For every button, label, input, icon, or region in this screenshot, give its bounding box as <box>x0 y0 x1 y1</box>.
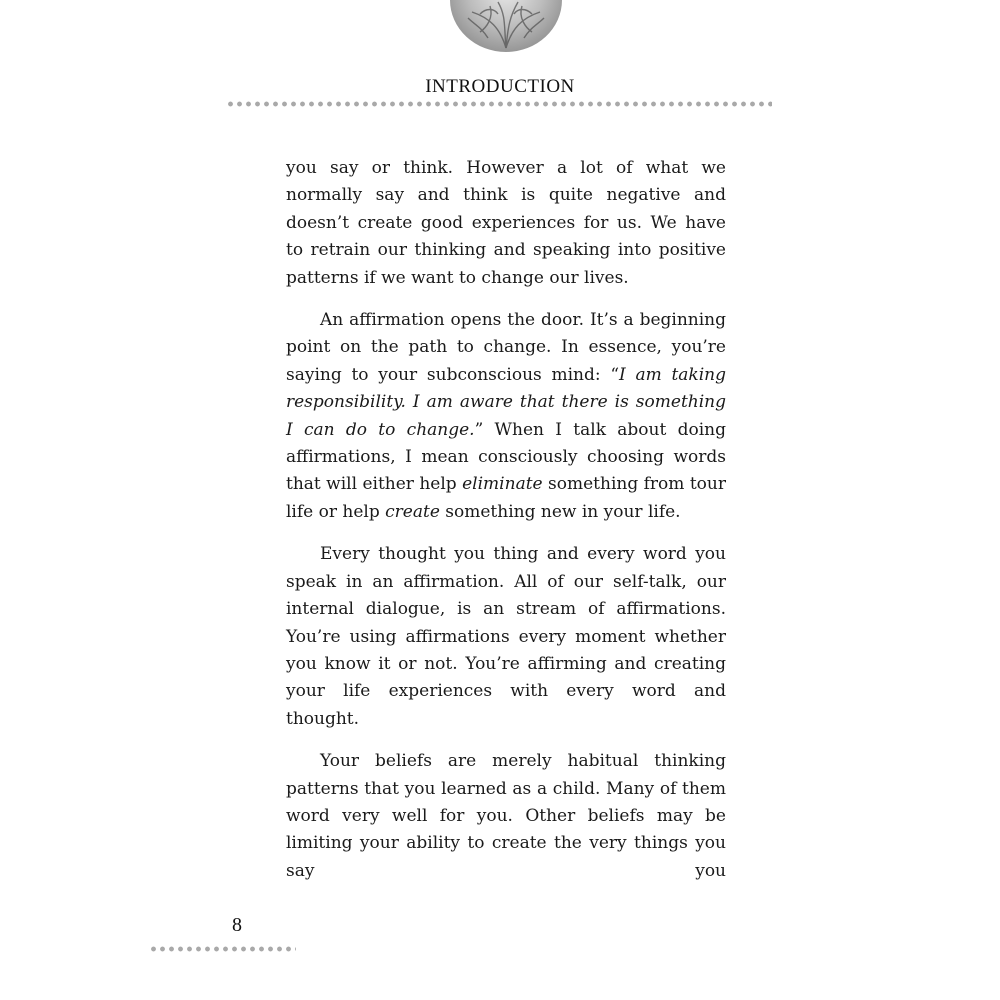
italic-word: eliminate <box>462 474 543 495</box>
text-run: Your beliefs are merely habitual thinking patterns that you learned as a child. Many of them word very well for you. Other beliefs may be limiting your ability to create the very things you say you <box>286 751 726 881</box>
body-text <box>286 155 726 900</box>
running-header: INTRODUCTION <box>425 76 575 97</box>
paragraph <box>286 748 726 885</box>
page-number: 8 <box>232 914 242 936</box>
paragraph <box>286 541 726 733</box>
italic-quote: I am taking responsibility. I am aware that there is something I can do to change. <box>286 364 726 440</box>
text-run: something from tour life or help <box>286 474 726 522</box>
chapter-emblem-image <box>450 0 562 52</box>
leaf-pattern-icon <box>450 0 562 52</box>
italic-word: create <box>385 501 440 522</box>
text-run: Every thought you thing and every word you speak in an affirmation. All of our self-talk, our internal dialogue, is an stream of affirmations. You’re using affirmations every moment whether you know it or not. You’re affirming and creating your life experiences with every word and thought. <box>286 544 726 729</box>
text-run: you say or think. However a lot of what we normally say and think is quite negative and doesn’t create good experiences for us. We have to retrain our thinking and speaking into positive patterns if we want to change our lives. <box>286 158 726 288</box>
header-dotted-rule <box>226 101 772 107</box>
paragraph <box>286 307 726 526</box>
text-run: something new in your life. <box>439 501 681 522</box>
footer-dotted-rule <box>149 946 296 952</box>
text-run: An affirmation opens the door. It’s a beginning point on the path to change. In essence, you’re saying to your subconscious mind: “ <box>286 310 726 385</box>
text-run: ” When I talk about doing affirmations, I mean consciously choosing words that will either help <box>286 419 726 495</box>
paragraph <box>286 155 726 292</box>
